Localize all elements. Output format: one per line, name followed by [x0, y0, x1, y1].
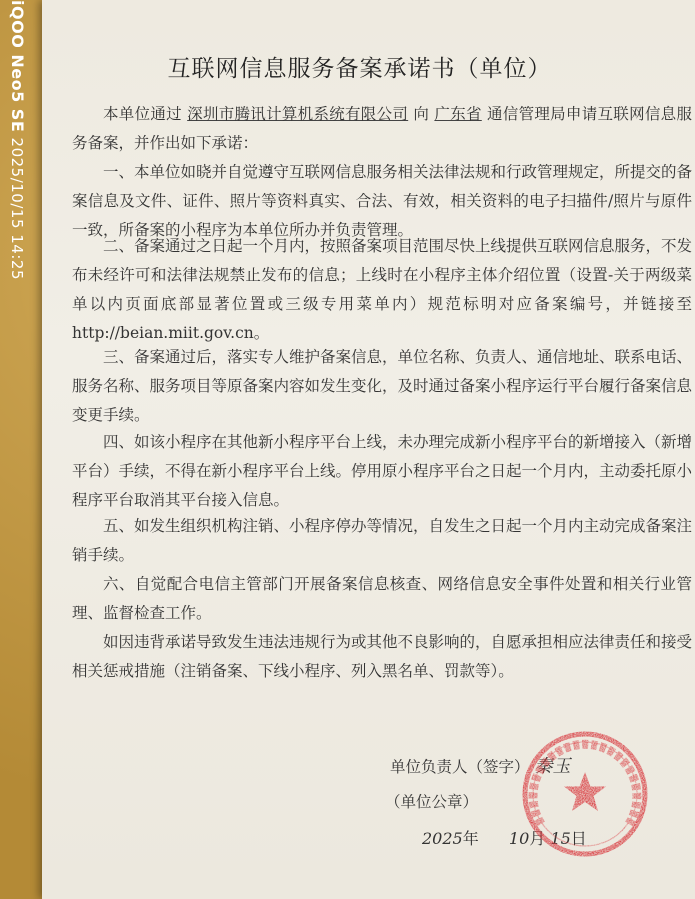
date-day: 15	[550, 829, 571, 848]
intro-suffix: 通信管理局申请互联网信息服务备案，并作出如下承诺：	[72, 105, 692, 152]
date-day-unit: 日	[570, 829, 587, 848]
provider-name: 深圳市腾讯计算机系统有限公司	[187, 105, 409, 123]
province-name: 广东省	[434, 105, 482, 123]
seal-star-icon	[564, 772, 606, 811]
date-year: 2025	[422, 829, 463, 848]
commitment-item-6: 六、自觉配合电信主管部门开展备案信息核查、网络信息安全事件处置和相关行业管理、监督检查工作。	[72, 575, 692, 622]
intro-prefix: 本单位通过	[103, 105, 182, 123]
intro-middle: 向	[413, 105, 430, 123]
commitment-item-2: 二、备案通过之日起一个月内，按照备案项目范围尽快上线提供互联网信息服务，不发布未经许可和法律法规禁止发布的信息；上线时在小程序主体介绍位置（设置-关于两级菜单以内页面底部显著位置或三级专用菜单内）规范标明对应备案编号，并链接至 http://beian.miit.gov.cn。	[72, 237, 693, 342]
camera-brand: iQOO Neo5 SE	[8, 0, 27, 133]
intro-paragraph	[72, 100, 692, 158]
commitment-item-5: 五、如发生组织机构注销、小程序停办等情况，自发生之日起一个月内主动完成备案注销手续。	[72, 517, 693, 564]
commitment-item-4: 四、如该小程序在其他新小程序平台上线，未办理完成新小程序平台的新增接入（新增平台）手续，不得在新小程序平台上线。停用原小程序平台之日起一个月内，主动委托原小程序平台取消其平台接入信息。	[72, 433, 693, 509]
date-month-unit: 月	[529, 829, 546, 848]
signature-name: 秦玉	[534, 756, 571, 777]
camera-watermark	[2, 0, 28, 280]
date-month: 10	[508, 829, 530, 848]
signature-label: 单位负责人（签字）	[390, 758, 530, 776]
commitment-item-1: 一、本单位如晓并自觉遵守互联网信息服务相关法律法规和行政管理规定，所提交的备案信息及文件、证件、照片等资料真实、合法、有效，相关资料的电子扫描件/照片与原件一致，所备案的小程序为本单位所办并负责管理。	[72, 163, 693, 239]
date-year-unit: 年	[462, 829, 479, 848]
seal-label: （单位公章）	[385, 793, 479, 811]
official-seal-stamp	[519, 728, 651, 860]
photo-datetime: 2025/10/15 14:25	[8, 137, 26, 280]
liability-paragraph: 如因违背承诺导致发生违法违规行为或其他不良影响的，自愿承担相应法律责任和接受相关惩戒措施（注销备案、下线小程序、列入黑名单、罚款等）。	[72, 633, 693, 680]
document-page	[42, 0, 695, 899]
commitment-item-3: 三、备案通过后，落实专人维护备案信息，单位名称、负责人、通信地址、联系电话、服务名称、服务项目等原备案内容如发生变化，及时通过备案小程序运行平台履行备案信息变更手续。	[72, 348, 693, 424]
document-title: 互联网信息服务备案承诺书（单位）	[167, 56, 552, 82]
seal-ink	[525, 734, 645, 854]
